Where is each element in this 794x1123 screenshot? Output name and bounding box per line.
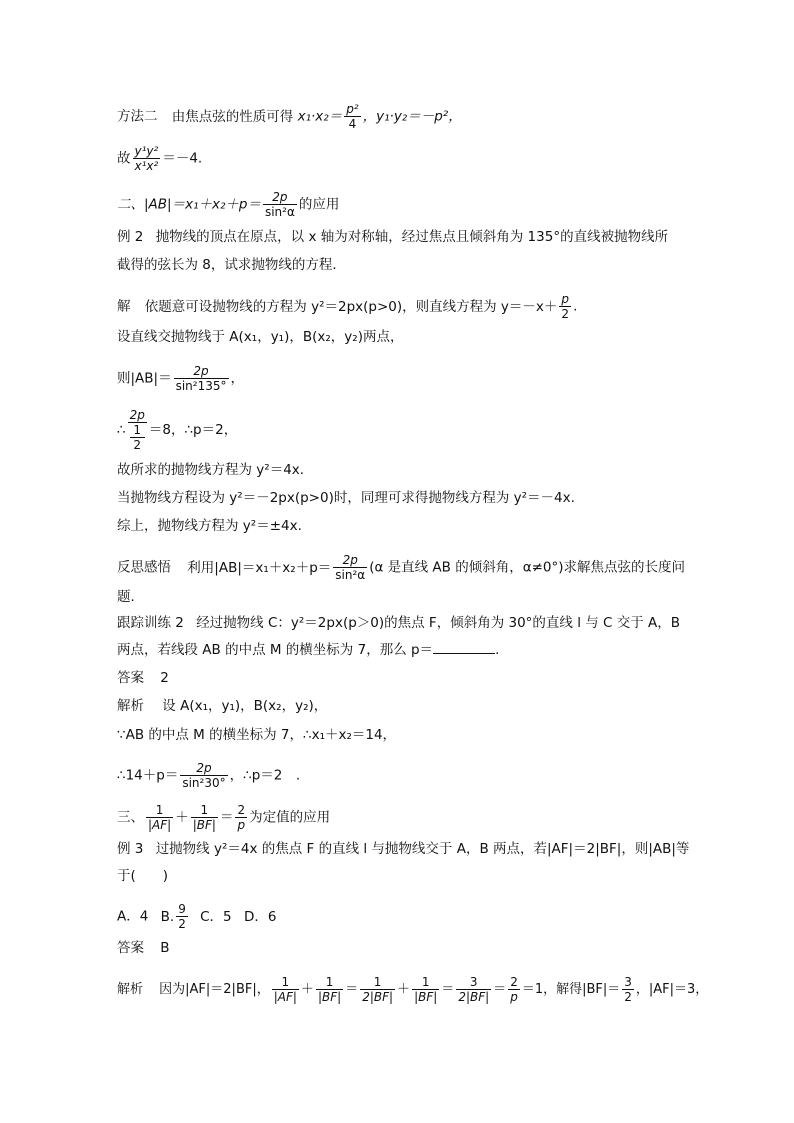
track-training-label: 跟踪训练 2 <box>117 615 184 631</box>
fraction: $\frac{2}{p}$ <box>237 803 246 832</box>
set-line: 设直线交抛物线于 A(x₁，y₁)，B(x₂，y₂)两点， <box>117 329 404 345</box>
section-three-heading: 三、 $\frac{1}{|AF|}$ ＋ $\frac{1}{|BF|}$ ＝ $\frac{2}{p}$ 为定值的应用 <box>117 803 331 832</box>
result-line-2: 当抛物线方程设为 y²＝－2px(p>0)时，同理可求得抛物线方程为 y²＝－4x. <box>117 490 575 506</box>
fraction: $\frac{1}{|BF|}$ <box>317 975 342 1004</box>
option-a: A．4 <box>117 908 149 925</box>
ratio-line: 故 $\frac{\text{y¹y²}}{\text{x¹x²}}$ ＝－4. <box>117 144 203 173</box>
fraction: $\frac{p}{2}$ <box>561 292 570 321</box>
example-three-line-2: 于( ) <box>117 868 169 884</box>
fraction: $\frac{2p}{\text{sin²α}}$ <box>335 553 366 582</box>
fraction: $\frac{3}{2|BF|}$ <box>458 975 490 1004</box>
section-two-heading: 二、|AB|＝x₁＋x₂＋p＝ $\frac{2p}{\text{sin²α}}$ 的应用 <box>117 190 340 219</box>
answer-three-line <box>117 939 170 957</box>
track-training-line-2: 两点，若线段 AB 的中点 M 的横坐标为 7，那么 p＝ . <box>117 642 500 658</box>
example-two-label: 例 2 <box>117 229 144 245</box>
result-line-3: 综上，抛物线方程为 y²＝±4x. <box>117 518 302 534</box>
analysis-line-1: 解析 设 A(x₁，y₁)，B(x₂，y₂)， <box>117 698 328 714</box>
reflection-line-2: 题． <box>117 589 144 605</box>
method-two-label: 方法二 <box>117 108 158 125</box>
reflection-line-1: 反思感悟 利用|AB|＝x₁＋x₂＋p＝ $\frac{2p}{\text{sin²α}}$ (α 是直线 AB 的倾斜角，α≠0°)求解焦点弦的长度问 <box>117 553 686 582</box>
then-ab-line: 则|AB|＝ $\frac{2p}{\text{sin²135°}}$ ， <box>117 364 244 393</box>
option-b: B. <box>160 908 175 925</box>
solution-label: 解 <box>117 298 131 315</box>
solution-line: 解 依题意可设抛物线的方程为 y²＝2px(p>0)，则直线方程为 y＝－x＋ $\frac{p}{2}$ . <box>117 292 578 321</box>
compound-fraction: 2p 1 2 <box>129 408 145 452</box>
fraction: $\frac{\text{p²}}{4}$ <box>346 102 359 131</box>
analysis-line-2: ∵AB 的中点 M 的横坐标为 7，∴x₁＋x₂＝14， <box>117 727 397 743</box>
fraction: $\frac{1}{|AF|}$ <box>148 803 172 832</box>
example-three-line-1: 例 3 过抛物线 y²＝4x 的焦点 F 的直线 l 与抛物线交于 A，B 两点，若|AF|＝2|BF|，则|AB|等 <box>117 841 690 857</box>
reflection-label: 反思感悟 <box>117 559 171 576</box>
example-two-line-1: 例 2 抛物线的顶点在原点，以 x 轴为对称轴，经过焦点且倾斜角为 135°的直线被抛物线所 <box>117 229 669 245</box>
option-d: D．6 <box>243 908 277 925</box>
option-c: C．5 <box>200 908 232 925</box>
analysis-label: 解析 <box>117 982 144 997</box>
fraction: $\frac{2p}{\text{sin²30°}}$ <box>182 761 226 790</box>
track-training-line-1: 跟踪训练 2 经过抛物线 C：y²＝2px(p＞0)的焦点 F，倾斜角为 30°的直线 l 与 C 交于 A，B <box>117 615 681 631</box>
example-two-line-2: 截得的弦长为 8，试求抛物线的方程． <box>117 257 346 273</box>
therefore-line: ∴ 2p 1 2 ＝8，∴p＝2， <box>117 408 238 452</box>
fraction: $\frac{\text{y¹y²}}{\text{x¹x²}}$ <box>134 144 159 173</box>
analysis-line-3: ∴14＋p＝ $\frac{2p}{\text{sin²30°}}$ ，∴p＝2 . <box>117 761 301 790</box>
result-line-1: 故所求的抛物线方程为 y²＝4x. <box>117 462 305 478</box>
fraction: $\frac{3}{2}$ <box>624 975 632 1004</box>
fraction: $\frac{1}{2|BF|}$ <box>362 975 394 1004</box>
example-three-label: 例 3 <box>117 841 144 857</box>
answer-value: 2 <box>160 670 169 686</box>
fraction: $\frac{2}{p}$ <box>510 975 518 1004</box>
answer-line <box>117 669 169 687</box>
fraction: $\frac{2p}{\text{sin²α}}$ <box>264 190 295 219</box>
fraction: $\frac{1}{|AF|}$ <box>273 975 297 1004</box>
answer-label: 答案 <box>117 940 144 956</box>
options-line <box>117 902 276 931</box>
answer-value: B <box>160 940 170 956</box>
fraction: $\frac{1}{|BF|}$ <box>414 975 438 1004</box>
fraction: $\frac{9}{2}$ <box>178 902 186 931</box>
fraction: $\frac{2p}{\text{sin²135°}}$ <box>175 364 227 393</box>
answer-label: 答案 <box>117 670 144 686</box>
answer-blank <box>433 641 495 654</box>
fraction: $\frac{1}{|BF|}$ <box>192 803 216 832</box>
analysis-three-line: 解析 因为|AF|＝2|BF|， $\frac{1}{|AF|}$ ＋ $\frac{1}{|BF|}$ ＝ $\frac{1}{2|BF|}$ ＋ $\frac{1}{|BF|}$ ＝ $\frac{3}{2|BF|}$ ＝ $\frac{2}{p}$ ＝1，解得|BF|＝ $\frac{3}{2}$ ，|AF|＝3， <box>117 975 709 1004</box>
method-two-line: 方法二 由焦点弦的性质可得 x₁·x₂＝ $\frac{\text{p²}}{4}$ ，y₁·y₂＝－p²， <box>117 102 462 131</box>
analysis-label: 解析 <box>117 698 144 714</box>
